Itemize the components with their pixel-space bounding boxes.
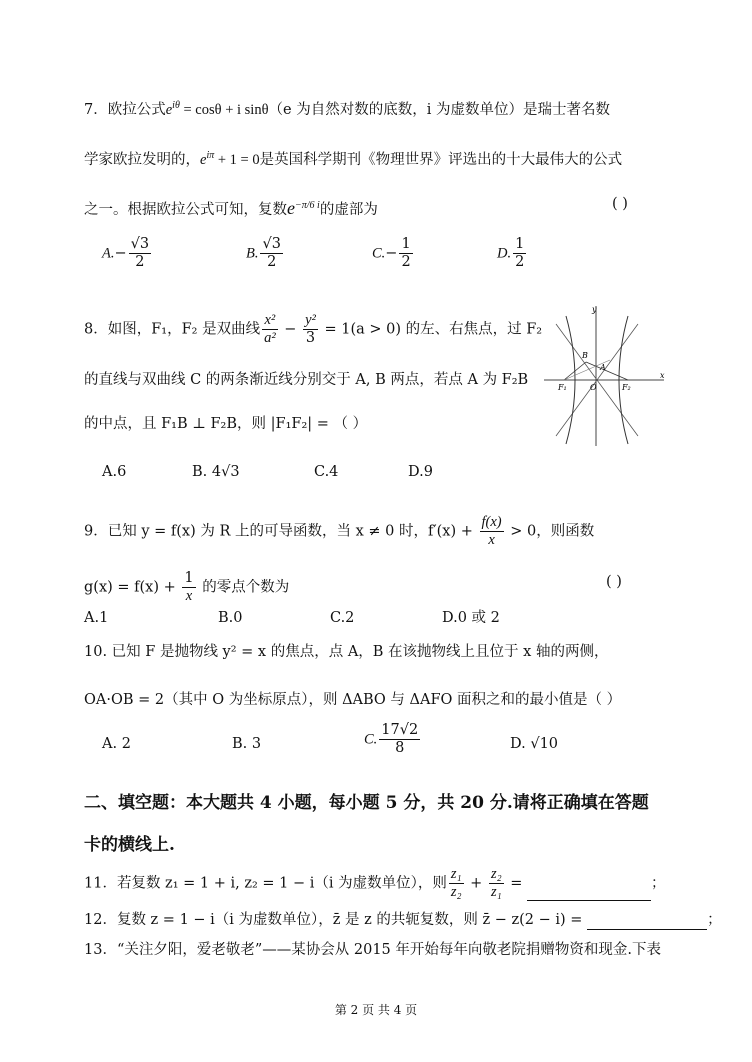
- q9-option-b: B.0: [218, 610, 243, 626]
- q7-option-b: B. $\frac{√3}{2}$: [246, 236, 281, 270]
- fig-label-y: y: [592, 305, 597, 314]
- q10-option-b: B. 3: [232, 736, 262, 752]
- q7-option-a: A.− $\frac{√3}{2}$: [102, 236, 150, 270]
- q10-option-d: D. √10: [510, 736, 559, 752]
- q8-option-c: C.4: [314, 464, 339, 480]
- q7-answer-paren: ( ): [612, 196, 628, 212]
- q10-option-a: A. 2: [102, 736, 131, 752]
- fig-label-f1: F₁: [558, 383, 567, 392]
- q8-line3: 的中点，且 F₁B ⊥ F₂B，则 |F₁F₂| = （ ）: [84, 416, 368, 432]
- q8-option-d: D.9: [408, 464, 433, 480]
- fig-label-f2: F₂: [622, 383, 631, 392]
- section-2-heading: 二、填空题：本大题共 4 小题，每小题 5 分，共 20 分.请将正确填在答题: [84, 793, 649, 813]
- page-footer: 第 2 页 共 4 页: [334, 1003, 418, 1017]
- q8-option-a: A.6: [102, 464, 127, 480]
- section-2-heading-line2: 卡的横线上.: [84, 835, 175, 855]
- q13: 13．“关注夕阳，爱老敬老”——某协会从 2015 年开始每年向敬老院捐赠物资和现金.下表: [84, 942, 662, 958]
- q7-line1: 7．欧拉公式$e^{i\theta} = \cos\theta + i$ sinθ（e 为自然对数的底数，i 为虚数单位）是瑞士著名数: [84, 100, 610, 118]
- q10-line1: 10. 已知 F 是抛物线 y² = x 的焦点，点 A，B 在该抛物线上且位于 x 轴的两侧，: [84, 644, 609, 660]
- q7-line2: 学家欧拉发明的，$e^{i\pi} + 1 = 0$是英国科学期刊《物理世界》评选出的十大最伟大的公式: [84, 150, 623, 168]
- q9-line1: 9．已知 y = f(x) 为 R 上的可导函数，当 x ≠ 0 时，f′(x) + $\frac{f(x)}{x}$ > 0，则函数: [84, 514, 595, 548]
- q9-option-d: D.0 或 2: [442, 610, 500, 626]
- q12-answer-blank[interactable]: [587, 911, 707, 930]
- q9-option-a: A.1: [84, 610, 109, 626]
- q11-answer-blank[interactable]: [527, 882, 651, 901]
- q8-line2: 的直线与双曲线 C 的两条渐近线分别交于 A, B 两点，若点 A 为 F₂B: [84, 372, 529, 388]
- q12: 12．复数 z = 1 − i（i 为虚数单位），z̄ 是 z 的共轭复数，则 z̄ − z(2 − i) = ；: [84, 912, 722, 928]
- q7-option-d: D. $\frac{1}{2}$: [497, 236, 525, 270]
- q8-option-b: B. 4√3: [192, 464, 240, 480]
- q10-option-c: C. $\frac{17√2}{8}$: [364, 722, 419, 756]
- fig-label-a: A: [600, 363, 606, 372]
- q7-line3: 之一。根据欧拉公式可知，复数$e^{-\pi/6 i}$的虚部为: [84, 197, 378, 218]
- q7-option-c: C.− $\frac{1}{2}$: [372, 236, 411, 270]
- q9-answer-paren: ( ): [606, 574, 622, 590]
- fig-label-b: B: [582, 351, 588, 360]
- q9-line2: g(x) = f(x) + $\frac{1}{x}$ 的零点个数为: [84, 570, 290, 604]
- q10-line2: OA·OB = 2（其中 O 为坐标原点），则 ΔABO 与 ΔAFO 面积之和的最小值是（ ）: [84, 692, 622, 708]
- q11: 11．若复数 z₁ = 1 + i, z₂ = 1 − i（i 为虚数单位），则 $\frac{\text{z₁}}{\text{z₂}}$ + $\frac{\text{z₂}}{\text{z₁}}$ = ；: [84, 866, 666, 900]
- hyperbola-figure: [540, 302, 668, 448]
- fig-label-o: O: [590, 383, 597, 392]
- q9-option-c: C.2: [330, 610, 355, 626]
- line-f2-b: [586, 362, 628, 380]
- q8-line1: 8．如图，F₁，F₂ 是双曲线 $\frac{\text{x²}}{\text{a²}}$ − $\frac{\text{y²}}{3}$ = 1(a > 0) 的左、右焦点，过 F₂: [84, 312, 543, 346]
- fig-label-x: x: [660, 371, 665, 380]
